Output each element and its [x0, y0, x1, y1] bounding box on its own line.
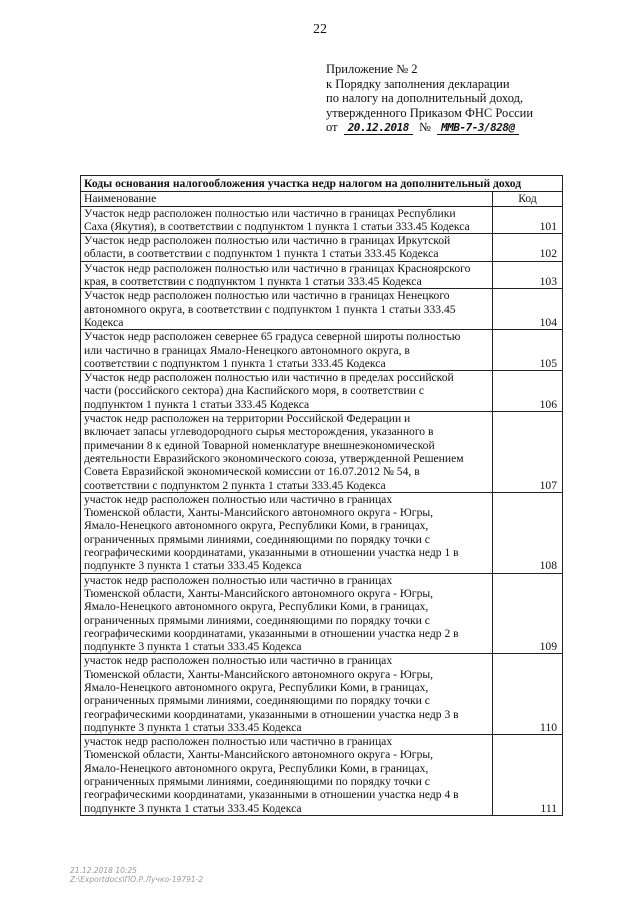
handwritten-date: 20.12.2018: [344, 121, 413, 135]
appendix-title: Приложение № 2: [326, 62, 418, 76]
row-code: 101: [493, 206, 563, 234]
row-code: 111: [493, 735, 563, 816]
row-code: 108: [493, 492, 563, 573]
row-description: Участок недр расположен полностью или частично в границах Республики Саха (Якутия), в соответствии с подпунктом 1 пункта 1 статьи 333.45 Кодекса: [81, 206, 493, 234]
row-description: Участок недр расположен полностью или частично в границах Иркутской области, в соответствии с подпунктом 1 пункта 1 статьи 333.45 Кодекса: [81, 234, 493, 262]
table-row: [81, 492, 563, 573]
number-label: №: [419, 120, 431, 134]
row-code: 107: [493, 412, 563, 493]
table-caption-row: [81, 176, 563, 192]
table-row: [81, 261, 563, 289]
row-description: участок недр расположен полностью или частично в границах Тюменской области, Ханты-Мансийского автономного округа - Югры, Ямало-Ненецкого автономного округа, Республики Коми, в границах, ограниченных прямыми линиями, соединяющими по порядку точки с географическими координатами, указанными в отношении участка недр 3 в подпункте 3 пункта 1 статьи 333.45 Кодекса: [81, 654, 493, 735]
row-description: участок недр расположен полностью или частично в границах Тюменской области, Ханты-Мансийского автономного округа - Югры, Ямало-Ненецкого автономного округа, Республики Коми, в границах, ограниченных прямыми линиями, соединяющими по порядку точки с географическими координатами, указанными в отношении участка недр 4 в подпункте 3 пункта 1 статьи 333.45 Кодекса: [81, 735, 493, 816]
codes-table: [80, 175, 563, 816]
row-code: 102: [493, 234, 563, 262]
table-row: [81, 234, 563, 262]
table-body: [81, 206, 563, 815]
table-row: [81, 412, 563, 493]
appendix-line-4: утвержденного Приказом ФНС России: [326, 105, 534, 120]
row-description: участок недр расположен полностью или частично в границах Тюменской области, Ханты-Мансийского автономного округа - Югры, Ямало-Ненецкого автономного округа, Республики Коми, в границах, ограниченных прямыми линиями, соединяющими по порядку точки с географическими координатами, указанными в отношении участка недр 1 в подпункте 3 пункта 1 статьи 333.45 Кодекса: [81, 492, 493, 573]
table-row: [81, 573, 563, 654]
table-row: [81, 371, 563, 412]
print-footer: [70, 866, 203, 884]
order-reference: [326, 120, 616, 135]
table-row: [81, 206, 563, 234]
table-row: [81, 289, 563, 330]
row-description: Участок недр расположен полностью или частично в границах Ненецкого автономного округа, в соответствии с подпунктом 1 пункта 1 статьи 333.45 Кодекса: [81, 289, 493, 330]
appendix-line-2: к Порядку заполнения декларации: [326, 76, 510, 91]
row-description: участок недр расположен на территории Российской Федерации и включает запасы углеводородного сырья месторождения, указанного в примечании 8 к единой Товарной номенклатуре внешнеэкономической деятельности Евразийского экономического союза, утвержденной Решением Совета Евразийской экономической комиссии от 16.07.2012 № 54, в соответствии с подпунктом 2 пункта 1 статьи 333.45 Кодекса: [81, 412, 493, 493]
table-caption: Коды основания налогообложения участка недр налогом на дополнительный доход: [81, 176, 563, 192]
row-code: 106: [493, 371, 563, 412]
row-description: участок недр расположен полностью или частично в границах Тюменской области, Ханты-Мансийского автономного округа - Югры, Ямало-Ненецкого автономного округа, Республики Коми, в границах, ограниченных прямыми линиями, соединяющими по порядку точки с географическими координатами, указанными в отношении участка недр 2 в подпункте 3 пункта 1 статьи 333.45 Кодекса: [81, 573, 493, 654]
footer-file-path: Z:\Exportdocs\ПО.Р.Лучко-19791-2: [70, 875, 204, 884]
table-row: [81, 330, 563, 371]
column-header-code: Код: [493, 192, 563, 206]
row-description: Участок недр расположен полностью или частично в границах Красноярского края, в соответствии с подпунктом 1 пункта 1 статьи 333.45 Кодекса: [81, 261, 493, 289]
appendix-line-3: по налогу на дополнительный доход,: [326, 91, 524, 105]
table-row: [81, 654, 563, 735]
row-code: 105: [493, 330, 563, 371]
row-code: 104: [493, 289, 563, 330]
row-code: 103: [493, 261, 563, 289]
from-label: от: [326, 120, 338, 134]
row-description: Участок недр расположен полностью или частично в пределах российской части (российского сектора) дна Каспийского моря, в соответствии с подпунктом 1 пункта 1 статьи 333.45 Кодекса: [81, 371, 493, 412]
row-description: Участок недр расположен севернее 65 градуса северной широты полностью или частично в границах Ямало-Ненецкого автономного округа, в соответствии с подпунктом 1 пункта 1 статьи 333.45 Кодекса: [81, 330, 493, 371]
handwritten-order-number: ММВ-7-3/828@: [437, 121, 518, 135]
table-row: [81, 735, 563, 816]
row-code: 109: [493, 573, 563, 654]
appendix-header: [326, 62, 616, 135]
table-header-row: [81, 192, 563, 206]
page-number: 22: [313, 22, 327, 37]
footer-timestamp: 21.12.2018 10:25: [70, 866, 137, 875]
column-header-name: Наименование: [81, 192, 493, 206]
row-code: 110: [493, 654, 563, 735]
